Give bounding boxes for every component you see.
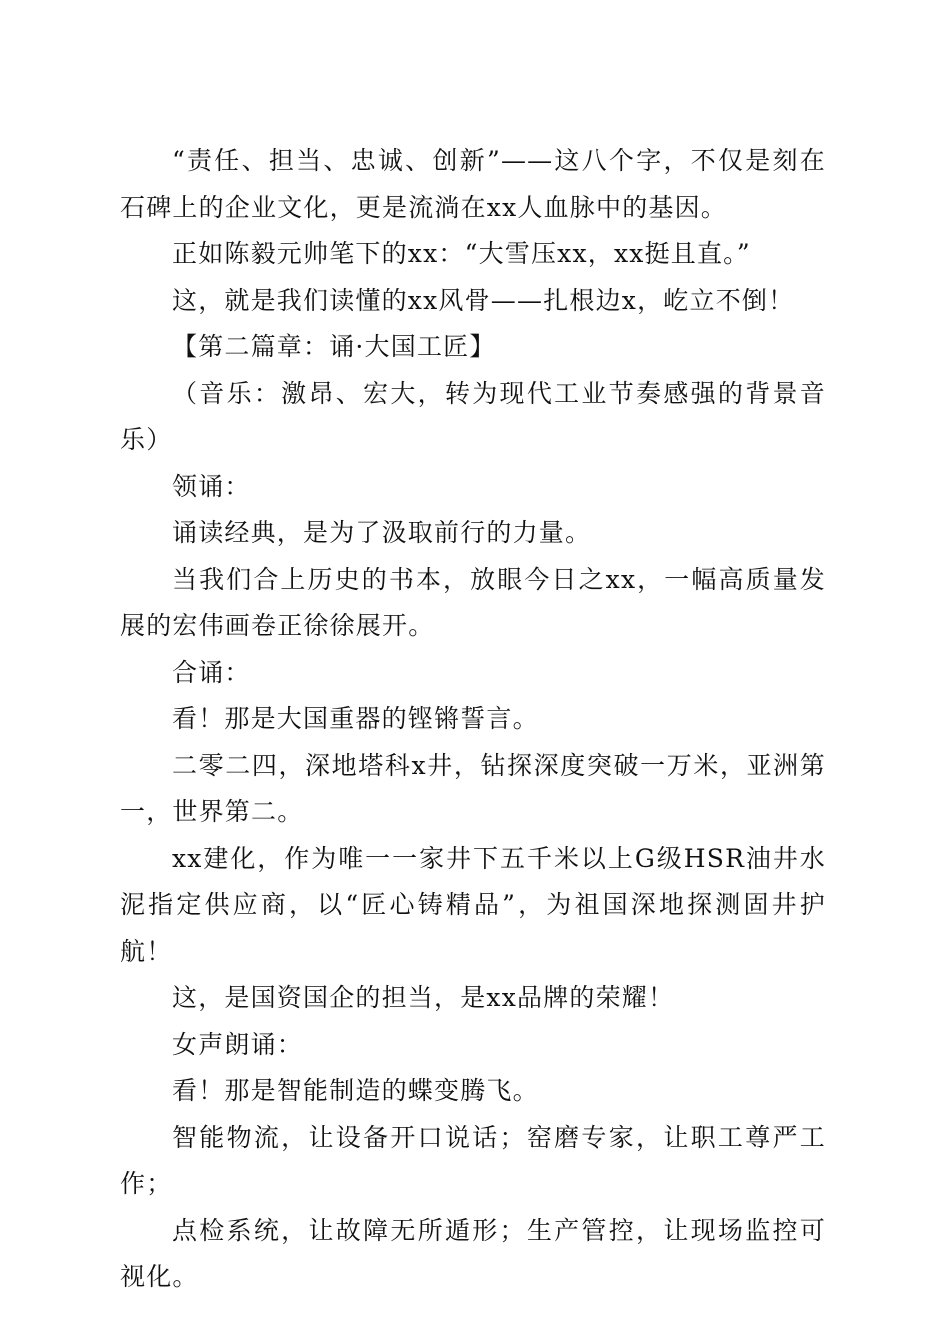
- speaker-label: 领诵：: [172, 471, 251, 501]
- paragraph: 这，是国资国企的担当，是xx品牌的荣耀！: [172, 983, 675, 1012]
- speaker-label: 女声朗诵：: [172, 1029, 304, 1059]
- paragraph: 这，就是我们读懂的xx风骨——扎根边x，屹立不倒！: [172, 285, 795, 315]
- paragraph: 正如陈毅元帅笔下的xx：“大雪压xx，xx挺且直。”: [172, 239, 751, 268]
- paragraph: 点检系统，让故障无所遁形；生产管控，让现场监控可视化。: [120, 1215, 826, 1291]
- paragraph: 诵读经典，是为了汲取前行的力量。: [172, 518, 592, 547]
- paragraph: 智能物流，让设备开口说话；窑磨专家，让职工尊严工作；: [120, 1122, 826, 1198]
- speaker-label: 合诵：: [172, 657, 251, 687]
- paragraph: xx建化，作为唯一一家井下五千米以上G级HSR油井水泥指定供应商，以“匠心铸精品”，为祖国深地探测固井护航！: [120, 843, 826, 966]
- paragraph: 当我们合上历史的书本，放眼今日之xx，一幅高质量发展的宏伟画卷正徐徐展开。: [120, 564, 826, 640]
- paragraph: 二零二四，深地塔科x井，钻探深度突破一万米，亚洲第一，世界第二。: [120, 750, 826, 826]
- stage-direction: （音乐：激昂、宏大，转为现代工业节奏感强的背景音乐）: [120, 378, 826, 454]
- paragraph: 看！那是智能制造的蝶变腾飞。: [172, 1076, 539, 1105]
- document-body: [120, 138, 826, 1301]
- section-heading: 【第二篇章：诵·大国工匠】: [172, 332, 496, 361]
- paragraph: “责任、担当、忠诚、创新”——这八个字，不仅是刻在石碑上的企业文化，更是流淌在xx人血脉中的基因。: [120, 146, 826, 222]
- paragraph: 看！那是大国重器的铿锵誓言。: [172, 704, 539, 733]
